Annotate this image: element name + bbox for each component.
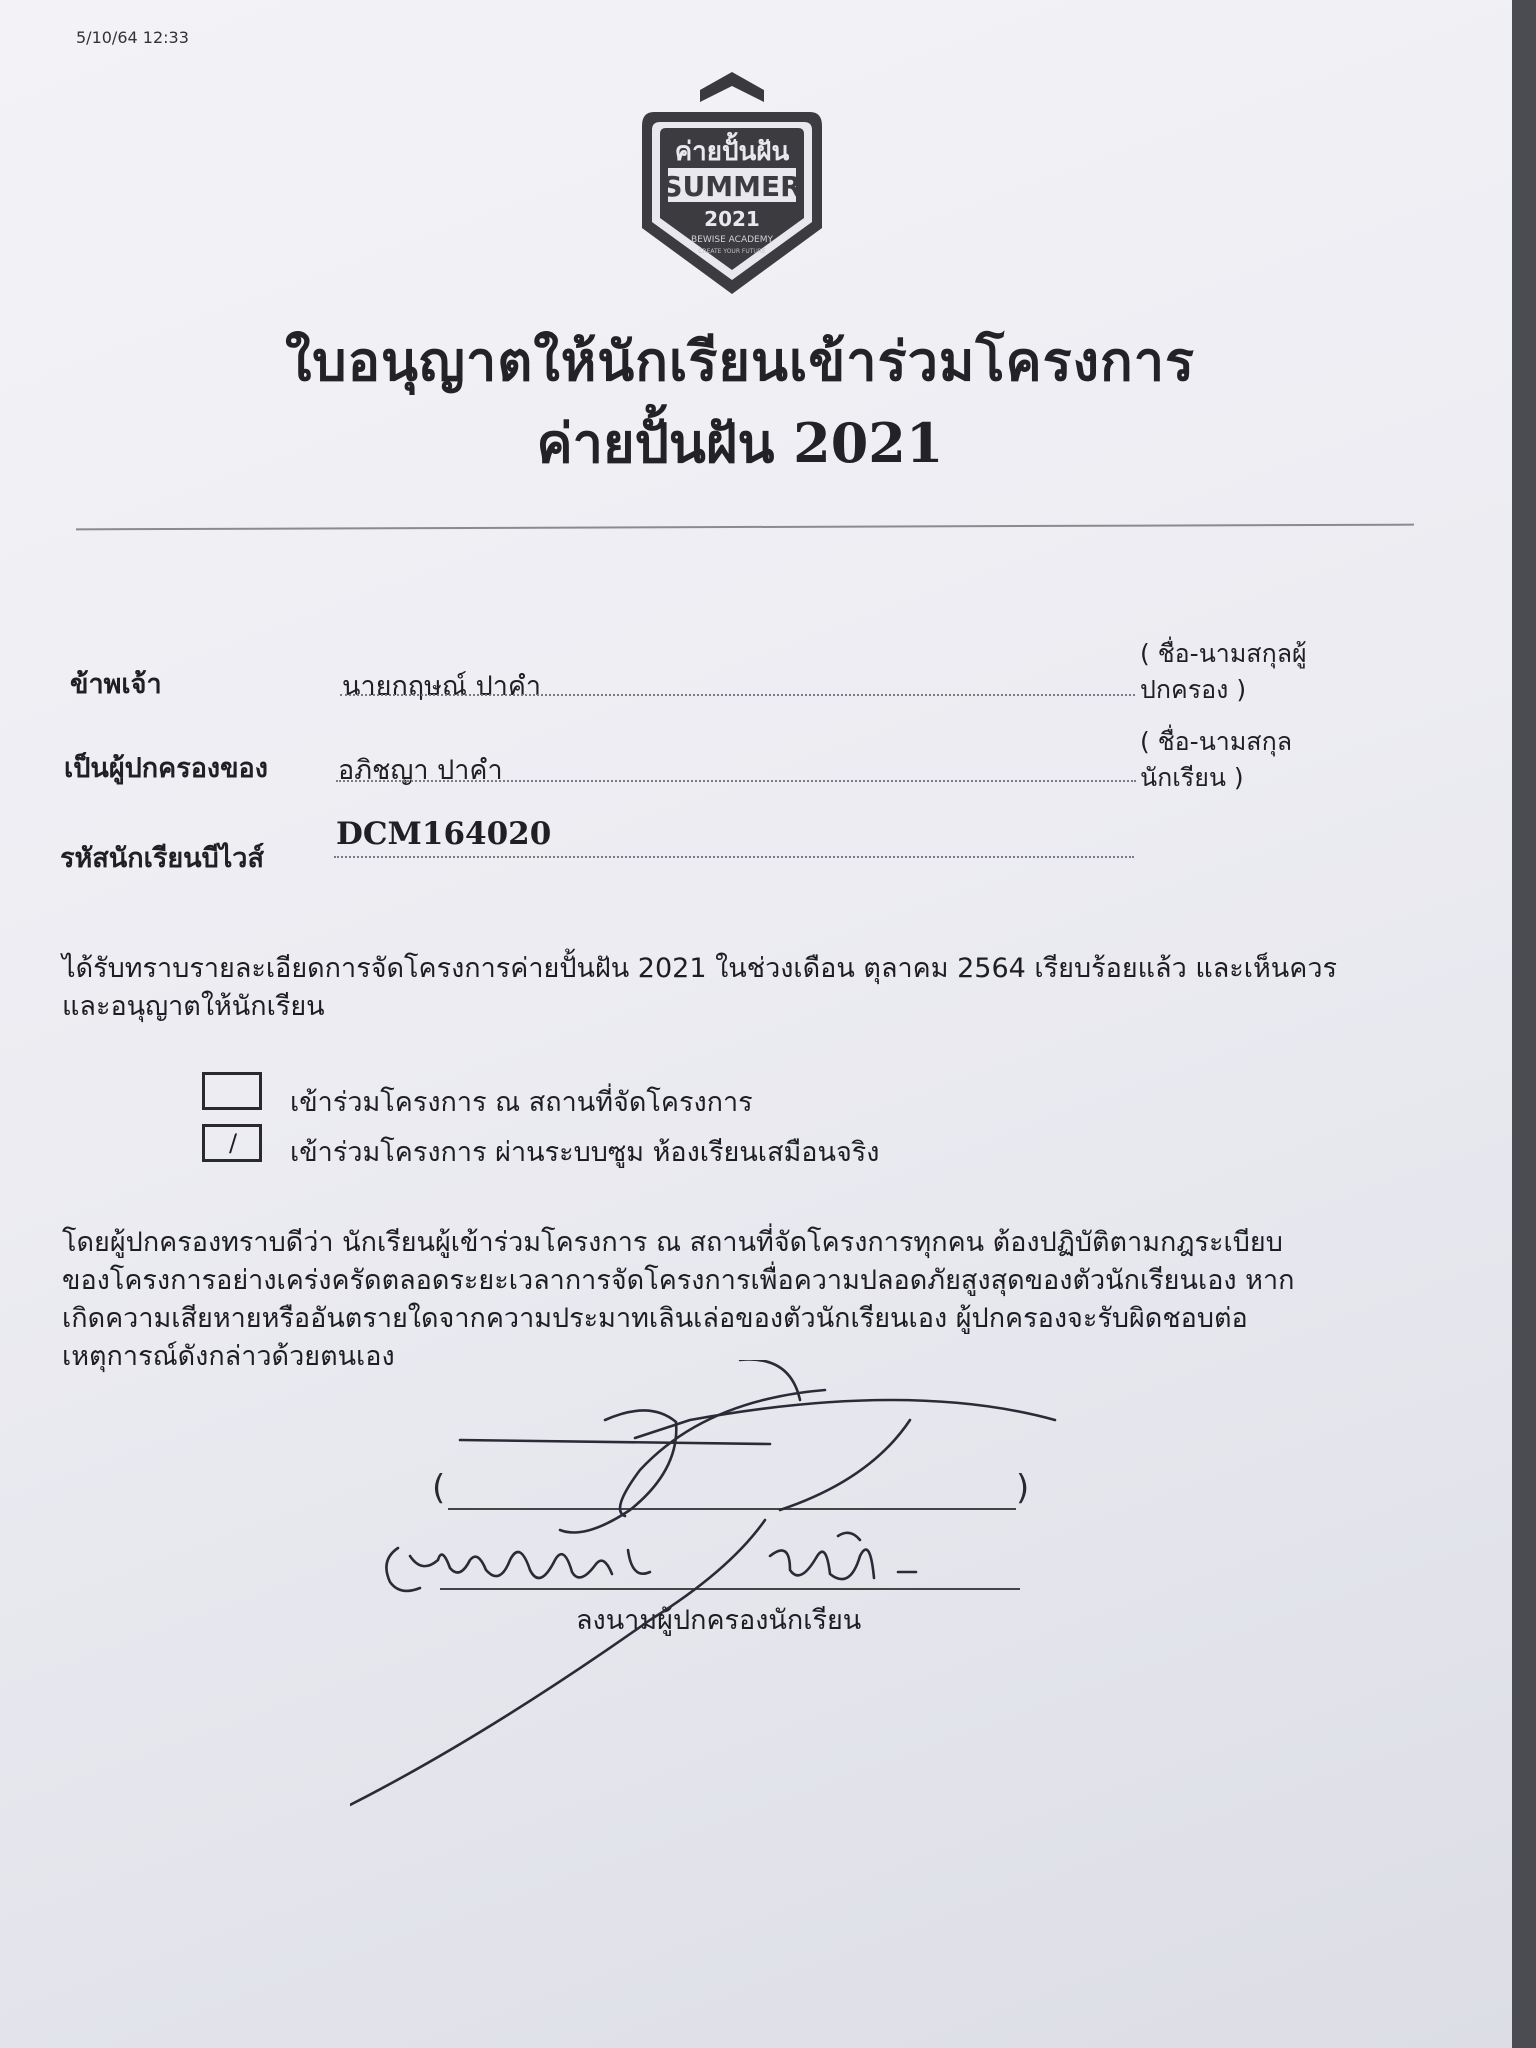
guardian-name-line: [340, 694, 1135, 696]
student-name-line: [336, 780, 1136, 782]
student-note-line2: นักเรียน ): [1140, 763, 1244, 792]
student-code-label: รหัสนักเรียนบีไวส์: [60, 843, 264, 874]
guardian-note: [1140, 636, 1380, 708]
logo-line2: SUMMER: [662, 170, 802, 203]
logo-year: 2021: [704, 207, 760, 231]
terms-line1: โดยผู้ปกครองทราบดีว่า นักเรียนผู้เข้าร่วมโครงการ ณ สถานที่จัดโครงการทุกคน ต้องปฏิบัติตามกฎระเบียบ: [62, 1227, 1283, 1258]
option-zoom-label: เข้าร่วมโครงการ ผ่านระบบซูม ห้องเรียนเสมือนจริง: [290, 1137, 880, 1168]
logo-subtitle: BEWISE ACADEMY: [691, 235, 773, 245]
terms-line3: เกิดความเสียหายหรืออันตรายใดจากความประมาทเลินเล่อของตัวนักเรียนเอง ผู้ปกครองจะรับผิดชอบต่อ: [62, 1303, 1248, 1334]
option-zoom-checkbox[interactable]: [202, 1124, 262, 1162]
form-title-line2: ค่ายปั้นฝัน 2021: [536, 411, 944, 475]
camp-logo-badge: [632, 68, 832, 300]
student-label: เป็นผู้ปกครองของ: [64, 753, 268, 784]
guardian-note-line1: ( ชื่อ-นามสกุลผู้: [1140, 639, 1307, 668]
signature-open-paren: (: [432, 1468, 446, 1508]
logo-tagline: CREATE YOUR FUTURE: [698, 248, 766, 255]
student-note: [1140, 724, 1380, 796]
guardian-note-line2: ปกครอง ): [1140, 675, 1247, 704]
consent-paragraph: [62, 950, 1462, 1026]
guardian-label: ข้าพเจ้า: [70, 669, 162, 700]
form-title-line1: ใบอนุญาตให้นักเรียนเข้าร่วมโครงการ: [284, 329, 1196, 393]
timestamp: 5/10/64 12:33: [76, 28, 189, 47]
terms-paragraph: [62, 1224, 1472, 1376]
option-zoom-mark: /: [229, 1129, 238, 1157]
consent-line1: ได้รับทราบรายละเอียดการจัดโครงการค่ายปั้นฝัน 2021 ในช่วงเดือน ตุลาคม 2564 เรียบร้อยแล้ว และเห็นควร: [62, 953, 1337, 984]
signature-close-paren: ): [1016, 1468, 1030, 1508]
student-name-value: อภิชญา ปาคำ: [338, 755, 503, 786]
signature-caption: ลงนามผู้ปกครองนักเรียน: [576, 1605, 862, 1636]
handwritten-signature: [350, 1360, 1070, 1820]
guardian-name-value: นายกฤษณ์ ปาคำ: [342, 671, 542, 702]
title-divider: [76, 524, 1414, 531]
student-code-line: [334, 856, 1134, 858]
student-code-value: DCM164020: [336, 816, 552, 852]
option-onsite-checkbox[interactable]: [202, 1072, 262, 1110]
consent-line2: และอนุญาตให้นักเรียน: [62, 991, 325, 1022]
logo-line1: ค่ายปั้นฝัน: [674, 137, 790, 167]
terms-line2: ของโครงการอย่างเคร่งครัดตลอดระยะเวลาการจัดโครงการเพื่อความปลอดภัยสูงสุดของตัวนักเรียนเอง หาก: [62, 1265, 1295, 1296]
student-note-line1: ( ชื่อ-นามสกุล: [1140, 727, 1293, 756]
option-onsite-label: เข้าร่วมโครงการ ณ สถานที่จัดโครงการ: [290, 1087, 753, 1118]
terms-line4: เหตุการณ์ดังกล่าวด้วยตนเอง: [62, 1341, 395, 1372]
